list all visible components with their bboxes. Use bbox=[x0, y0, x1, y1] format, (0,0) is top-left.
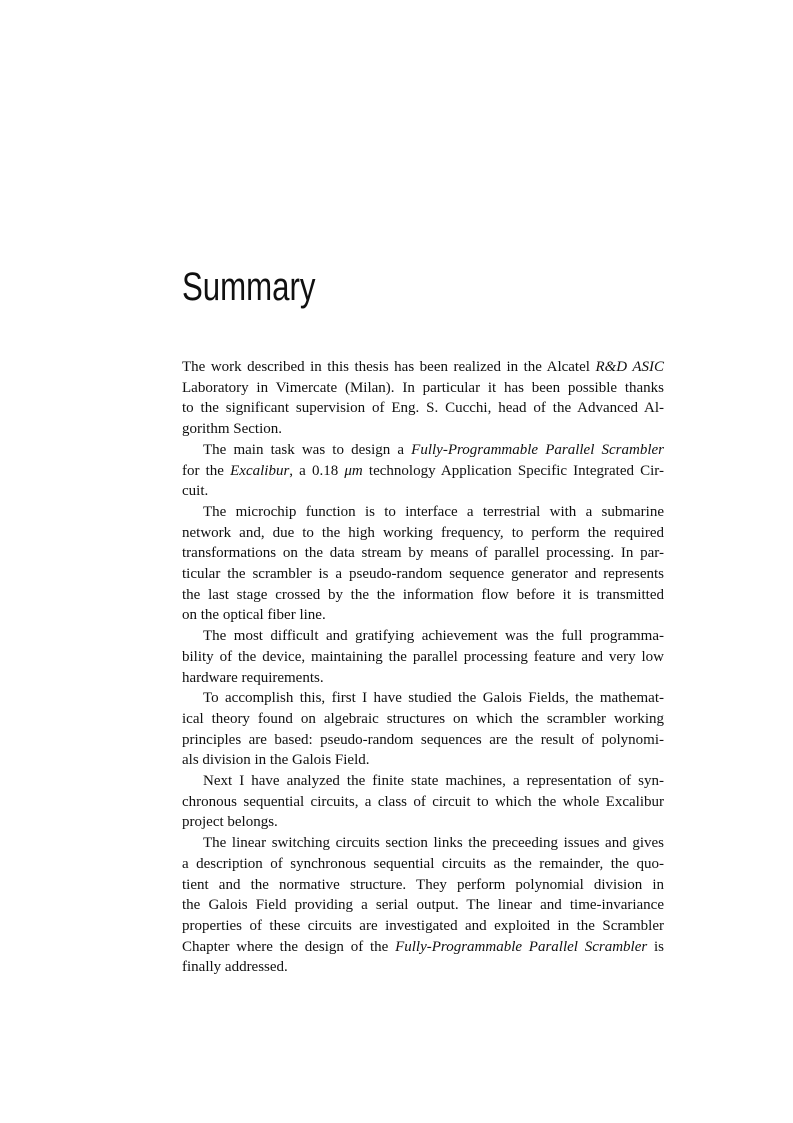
text-line bbox=[182, 419, 664, 440]
text-segment: finally addressed. bbox=[182, 959, 288, 976]
text-line bbox=[182, 357, 664, 378]
text-segment: The work described in this thesis has been realized in the Alcatel bbox=[182, 359, 596, 375]
text-line bbox=[182, 502, 664, 523]
text-segment: principles are based: pseudo-random sequences are the result of polynomi- bbox=[182, 731, 664, 748]
text-segment: , a 0.18 bbox=[289, 462, 345, 479]
text-segment: the Galois Field providing a serial output. The linear and time-invariance bbox=[182, 897, 664, 914]
text-segment: to the significant supervision of Eng. S. Cucchi, head of the Advanced Al- bbox=[182, 400, 664, 417]
text-line bbox=[182, 481, 664, 502]
text-segment: on the optical fiber line. bbox=[182, 607, 326, 624]
text-line bbox=[182, 937, 664, 958]
text-line bbox=[182, 812, 664, 833]
text-line bbox=[182, 440, 664, 461]
text-segment: hardware requirements. bbox=[182, 669, 324, 686]
text-segment: ticular the scrambler is a pseudo-random sequence generator and represents bbox=[182, 566, 664, 583]
text-segment: The linear switching circuits section links the preceeding issues and gives bbox=[203, 835, 664, 852]
text-segment: a description of synchronous sequential circuits as the remainder, the quo- bbox=[182, 855, 664, 872]
text-line bbox=[182, 833, 664, 854]
text-line bbox=[182, 668, 664, 689]
text-segment: for the bbox=[182, 462, 231, 479]
text-segment: technology Application Specific Integrated Cir- bbox=[362, 462, 664, 479]
text-segment: Next I have analyzed the finite state machines, a representation of syn- bbox=[203, 773, 664, 790]
text-line bbox=[182, 523, 664, 544]
text-line bbox=[182, 854, 664, 875]
text-segment: cuit. bbox=[182, 483, 209, 500]
text-segment: is bbox=[647, 938, 664, 955]
paragraph bbox=[182, 771, 664, 833]
text-line bbox=[182, 543, 664, 564]
italic-text: Fully-Programmable Parallel Scrambler bbox=[411, 441, 664, 458]
text-line bbox=[182, 585, 664, 606]
text-segment: the last stage crossed by the the information flow before it is transmitted bbox=[182, 586, 664, 603]
text-segment: Laboratory in Vimercate (Milan). In particular it has been possible thanks bbox=[182, 379, 664, 396]
text-line bbox=[182, 688, 664, 709]
text-segment: tient and the normative structure. They perform polynomial division in bbox=[182, 876, 664, 893]
text-line bbox=[182, 647, 664, 668]
text-segment: als division in the Galois Field. bbox=[182, 752, 370, 769]
text-line bbox=[182, 709, 664, 730]
italic-text: μm bbox=[344, 462, 363, 479]
text-line bbox=[182, 875, 664, 896]
text-line bbox=[182, 750, 664, 771]
text-segment: project belongs. bbox=[182, 814, 278, 831]
paragraph bbox=[182, 833, 664, 978]
text-line bbox=[182, 461, 664, 482]
text-segment: ical theory found on algebraic structures on which the scrambler working bbox=[182, 710, 664, 727]
text-segment: The main task was to design a bbox=[203, 441, 412, 458]
text-line bbox=[182, 626, 664, 647]
text-line bbox=[182, 957, 664, 978]
text-line bbox=[182, 916, 664, 937]
text-segment: network and, due to the high working frequency, to perform the required bbox=[182, 524, 664, 541]
paragraph bbox=[182, 357, 664, 440]
text-segment: chronous sequential circuits, a class of circuit to which the whole Excalibur bbox=[182, 793, 664, 810]
text-segment: properties of these circuits are investigated and exploited in the Scrambler bbox=[182, 917, 664, 934]
text-segment: The microchip function is to interface a terrestrial with a submarine bbox=[203, 503, 664, 520]
text-segment: transformations on the data stream by means of parallel processing. In par- bbox=[182, 545, 664, 562]
text-line bbox=[182, 378, 664, 399]
italic-text: Fully-Programmable Parallel Scrambler bbox=[395, 938, 648, 955]
paragraph bbox=[182, 626, 664, 688]
text-line bbox=[182, 564, 664, 585]
italic-text: Excalibur bbox=[230, 462, 290, 479]
text-segment: Chapter where the design of the bbox=[182, 938, 396, 955]
text-segment: gorithm Section. bbox=[182, 421, 282, 438]
text-line bbox=[182, 605, 664, 626]
text-line bbox=[182, 895, 664, 916]
text-line bbox=[182, 771, 664, 792]
text-line bbox=[182, 792, 664, 813]
summary-paragraphs bbox=[182, 357, 664, 978]
page-content bbox=[182, 267, 664, 978]
paragraph bbox=[182, 502, 664, 626]
text-line bbox=[182, 398, 664, 419]
paragraph bbox=[182, 440, 664, 502]
text-segment: The most difficult and gratifying achievement was the full programma- bbox=[203, 628, 664, 645]
italic-text: R&D ASIC bbox=[595, 359, 664, 375]
text-line bbox=[182, 730, 664, 751]
paragraph bbox=[182, 688, 664, 771]
chapter-title: Summary bbox=[182, 265, 316, 309]
text-segment: To accomplish this, first I have studied the Galois Fields, the mathemat- bbox=[203, 690, 664, 707]
text-segment: bility of the device, maintaining the parallel processing feature and very low bbox=[182, 648, 664, 665]
